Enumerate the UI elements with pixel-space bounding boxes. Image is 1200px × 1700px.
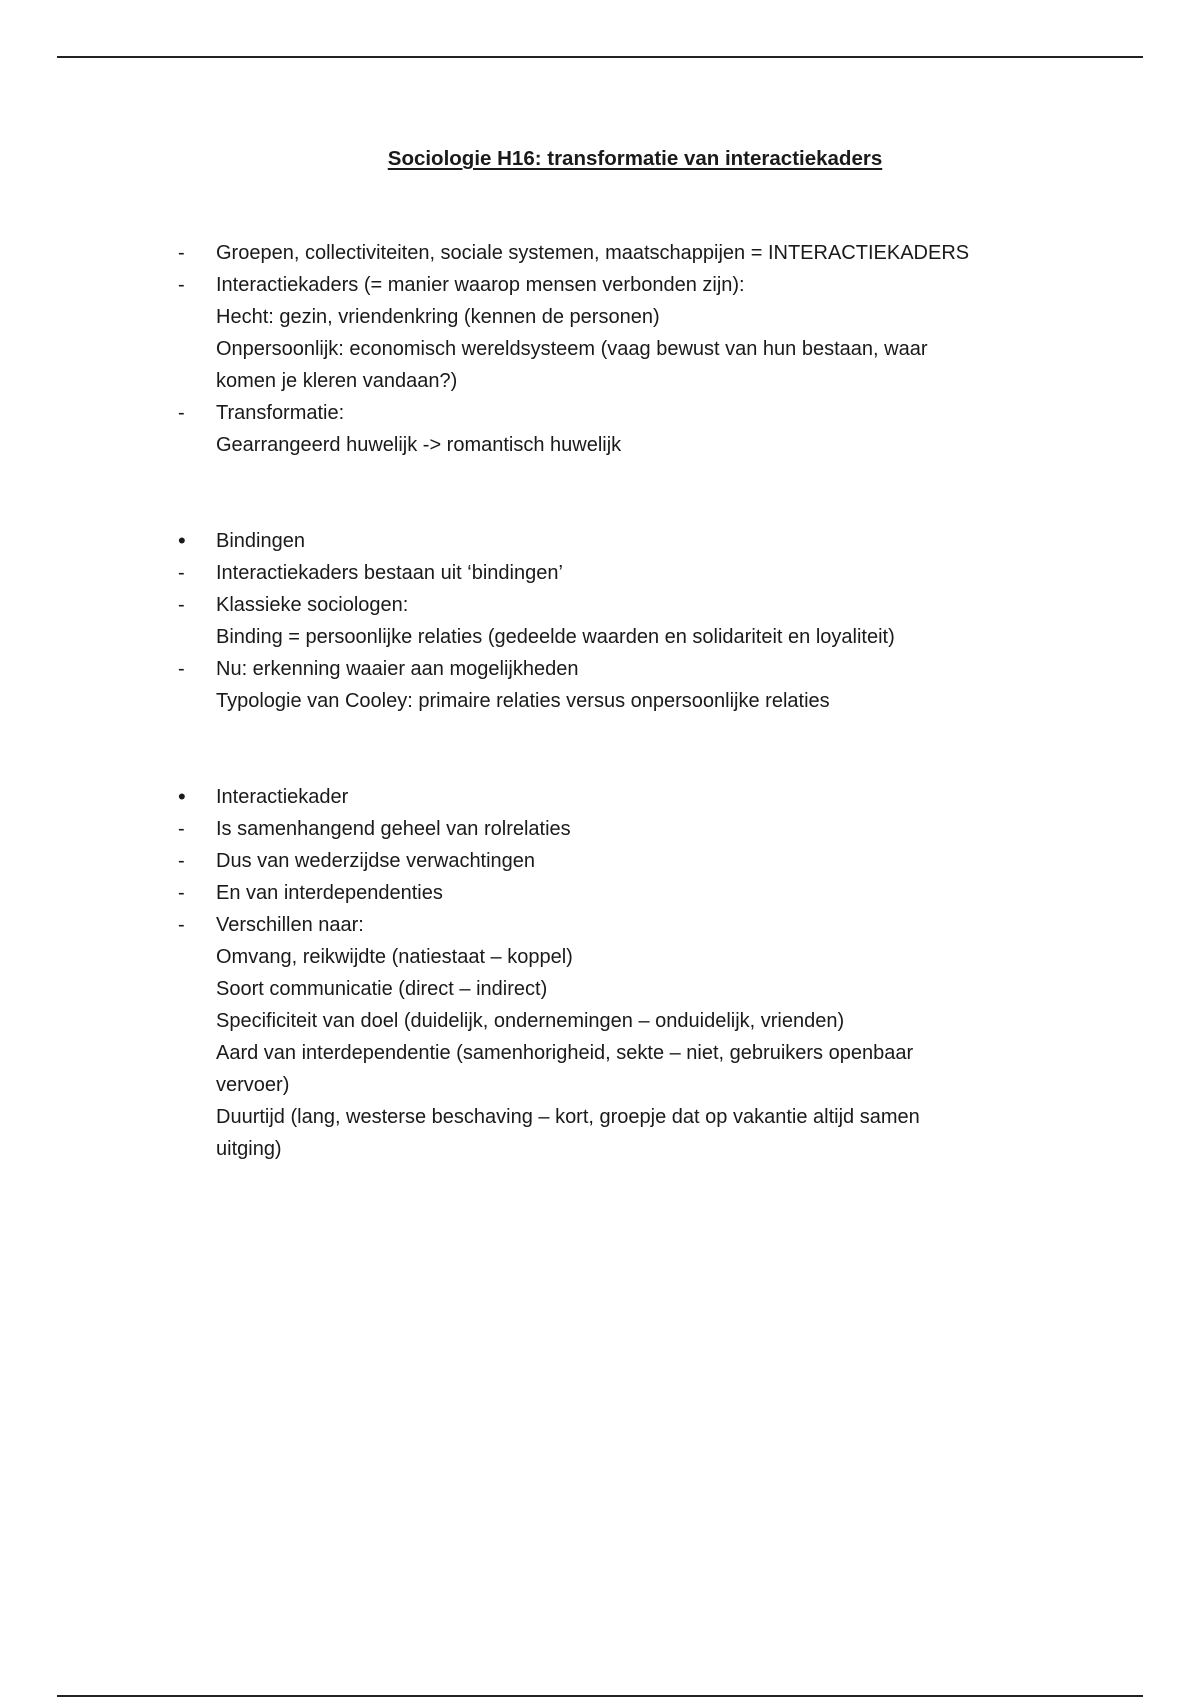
section-heading bbox=[0, 525, 1200, 557]
list-item-text: Aard van interdependentie (samenhorigheid, sekte – niet, gebruikers openbaar bbox=[216, 1042, 914, 1064]
dash-marker: - bbox=[178, 274, 185, 296]
list-item-continuation bbox=[0, 301, 1200, 333]
list-item-continuation bbox=[0, 333, 1200, 365]
list-item-continuation bbox=[0, 1005, 1200, 1037]
header-rule bbox=[57, 56, 1143, 58]
section-interactiekader bbox=[0, 781, 1200, 1165]
list-item-text: Duurtijd (lang, westerse beschaving – kort, groepje dat op vakantie altijd samen bbox=[216, 1106, 920, 1128]
list-item-text: Bindingen bbox=[216, 530, 305, 552]
list-item-text: Is samenhangend geheel van rolrelaties bbox=[216, 818, 571, 840]
list-item-text: Typologie van Cooley: primaire relaties versus onpersoonlijke relaties bbox=[216, 690, 830, 712]
list-item bbox=[0, 237, 1200, 269]
page-title: Sociologie H16: transformatie van interactiekaders bbox=[387, 147, 883, 170]
dash-marker: - bbox=[178, 658, 185, 680]
list-item bbox=[0, 589, 1200, 621]
list-item-continuation bbox=[0, 1069, 1200, 1101]
list-item-text: Verschillen naar: bbox=[216, 914, 364, 936]
dash-marker: - bbox=[178, 850, 185, 872]
list-item-text: vervoer) bbox=[216, 1074, 290, 1096]
section-interactiekaders-intro bbox=[0, 237, 1200, 461]
list-item bbox=[0, 269, 1200, 301]
dash-marker: - bbox=[178, 882, 185, 904]
list-item-continuation bbox=[0, 1133, 1200, 1165]
dash-marker: - bbox=[178, 594, 185, 616]
list-item bbox=[0, 877, 1200, 909]
list-item-continuation bbox=[0, 1037, 1200, 1069]
list-item-text: Specificiteit van doel (duidelijk, ondernemingen – onduidelijk, vrienden) bbox=[216, 1010, 845, 1032]
list-item-continuation bbox=[0, 621, 1200, 653]
list-item-text: Interactiekader bbox=[216, 786, 349, 808]
list-item-text: Nu: erkenning waaier aan mogelijkheden bbox=[216, 658, 579, 680]
list-item-continuation bbox=[0, 429, 1200, 461]
list-item bbox=[0, 653, 1200, 685]
section-bindingen bbox=[0, 525, 1200, 717]
list-item-text: Interactiekaders (= manier waarop mensen verbonden zijn): bbox=[216, 274, 745, 296]
list-item-text: komen je kleren vandaan?) bbox=[216, 370, 458, 392]
list-item-text: Gearrangeerd huwelijk -> romantisch huwelijk bbox=[216, 434, 622, 456]
list-item bbox=[0, 845, 1200, 877]
dash-marker: - bbox=[178, 402, 185, 424]
dash-marker: - bbox=[178, 818, 185, 840]
list-item-continuation bbox=[0, 973, 1200, 1005]
section-heading bbox=[0, 781, 1200, 813]
list-item-text: uitging) bbox=[216, 1138, 282, 1160]
list-item-text: Hecht: gezin, vriendenkring (kennen de personen) bbox=[216, 306, 660, 328]
list-item-text: Transformatie: bbox=[216, 402, 345, 424]
dash-marker: - bbox=[178, 914, 185, 936]
list-item bbox=[0, 557, 1200, 589]
bullet-marker: • bbox=[178, 784, 186, 809]
list-item-text: Groepen, collectiviteiten, sociale systemen, maatschappijen = INTERACTIEKADERS bbox=[216, 242, 970, 264]
list-item-text: Omvang, reikwijdte (natiestaat – koppel) bbox=[216, 946, 573, 968]
list-item-continuation bbox=[0, 685, 1200, 717]
list-item-text: Dus van wederzijdse verwachtingen bbox=[216, 850, 536, 872]
list-item-text: En van interdependenties bbox=[216, 882, 443, 904]
list-item-text: Interactiekaders bestaan uit ‘bindingen’ bbox=[216, 562, 563, 584]
list-item-continuation bbox=[0, 1101, 1200, 1133]
list-item-text: Onpersoonlijk: economisch wereldsysteem (vaag bewust van hun bestaan, waar bbox=[216, 338, 928, 360]
dash-marker: - bbox=[178, 242, 185, 264]
list-item bbox=[0, 909, 1200, 941]
bullet-marker: • bbox=[178, 528, 186, 553]
list-item bbox=[0, 813, 1200, 845]
list-item bbox=[0, 397, 1200, 429]
dash-marker: - bbox=[178, 562, 185, 584]
list-item-continuation bbox=[0, 941, 1200, 973]
list-item-text: Klassieke sociologen: bbox=[216, 594, 409, 616]
list-item-text: Binding = persoonlijke relaties (gedeelde waarden en solidariteit en loyaliteit) bbox=[216, 626, 895, 648]
list-item-continuation bbox=[0, 365, 1200, 397]
footer-rule bbox=[57, 1695, 1143, 1697]
list-item-text: Soort communicatie (direct – indirect) bbox=[216, 978, 548, 1000]
